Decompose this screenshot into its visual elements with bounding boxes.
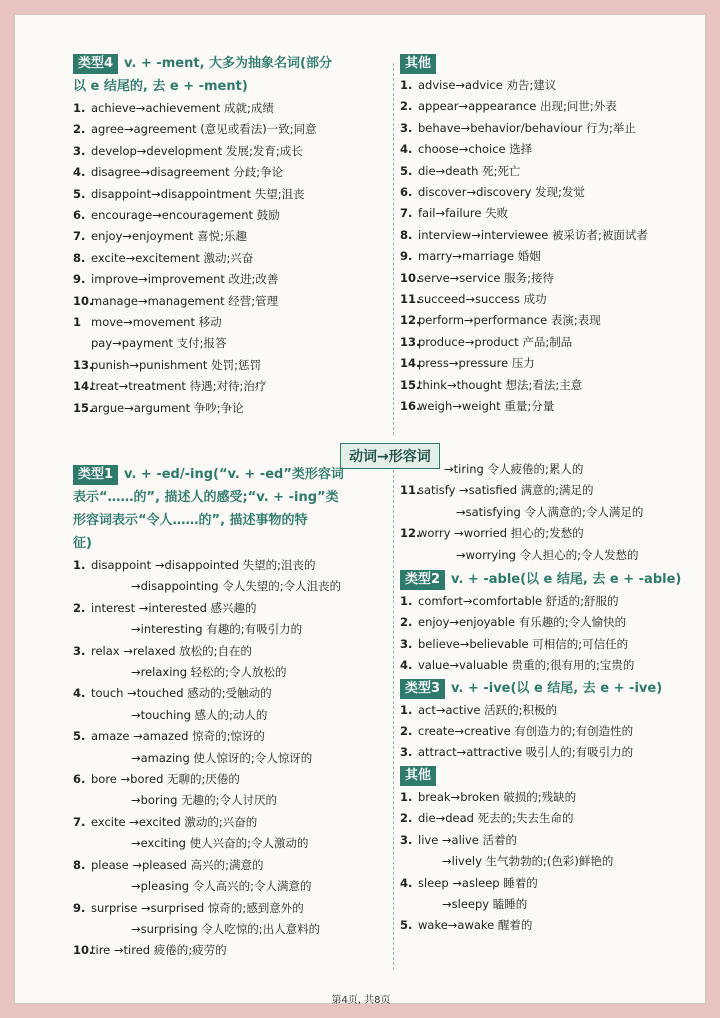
item-text: marry→marriage 婚姻 [418, 249, 541, 264]
tire-continuation: →tiring 令人疲倦的;累人的 [444, 462, 584, 476]
item-text: enjoy→enjoyable 有乐趣的;令人愉快的 [418, 615, 627, 630]
item-number: 6. [73, 772, 86, 787]
item-number: 1. [400, 702, 413, 717]
item-number: 5. [73, 729, 86, 744]
item-text: relax →relaxed 放松的;自在的 [91, 643, 253, 658]
list-item [73, 683, 391, 704]
item-text: weigh→weight 重量;分量 [418, 399, 555, 414]
item-text: amaze →amazed 惊奇的;惊讶的 [91, 729, 265, 744]
item-number: 4. [400, 142, 413, 157]
item-number: 1. [400, 789, 413, 804]
item-text: die→death 死;死亡 [418, 163, 521, 178]
type1-heading-line: 表示“……的”, 描述人的感受;“v. + -ing”类 [73, 490, 339, 505]
list-item [73, 598, 391, 619]
type4-list [73, 98, 391, 419]
item-number: 14. [73, 379, 94, 394]
item-text: manage→management 经营;管理 [91, 293, 279, 308]
item-number: 3. [400, 636, 413, 651]
item-text: sleep →asleep 睡着的 [418, 875, 538, 890]
item-text: comfort→comfortable 舒适的;舒服的 [418, 594, 619, 609]
item-continuation: →amazing 使人惊讶的;令人惊讶的 [131, 750, 313, 765]
list-item [73, 291, 391, 312]
item-continuation: →surprising 令人吃惊的;出人意料的 [131, 921, 321, 936]
item-text: appear→appearance 出现;问世;外表 [418, 99, 617, 114]
item-text: treat→treatment 待遇;对待;治疗 [91, 379, 267, 394]
item-continuation: →disappointing 令人失望的;令人沮丧的 [131, 579, 342, 594]
list-item [400, 523, 700, 544]
item-number: 3. [73, 643, 86, 658]
item-continuation: →lively 生气勃勃的;(色彩)鲜艳的 [442, 854, 614, 869]
type3-badge: 类型3 [400, 679, 445, 699]
item-continuation: →relaxing 轻松的;令人放松的 [131, 665, 287, 680]
item-text: disagree→disagreement 分歧;争论 [91, 165, 284, 180]
list-item [400, 721, 700, 742]
item-text: die→dead 死去的;失去生命的 [418, 811, 574, 826]
item-number: 2. [400, 99, 413, 114]
list-item [400, 96, 700, 117]
item-text: encourage→encouragement 鼓励 [91, 208, 280, 223]
item-number: 12. [400, 313, 421, 328]
item-number: 11. [400, 292, 421, 307]
list-item [400, 375, 700, 396]
list-item [73, 641, 391, 662]
item-text: act→active 活跃的;积极的 [418, 702, 557, 717]
item-number: 10. [400, 270, 421, 285]
other-adj-heading [400, 764, 700, 787]
item-text: interview→interviewee 被采访者;被面试者 [418, 227, 648, 242]
list-item [73, 355, 391, 376]
item-number: 3. [400, 120, 413, 135]
type4-heading-cont: 以 e 结尾的, 去 e + -ment) [73, 79, 248, 94]
item-text: interest →interested 感兴趣的 [91, 600, 257, 615]
type1-heading-line: 征) [73, 536, 92, 551]
type1-heading-line: 形容词表示“令人……的”, 描述事物的特 [73, 513, 308, 528]
list-item [400, 700, 700, 721]
item-number: 5. [400, 163, 413, 178]
item-number: 9. [73, 272, 86, 287]
item-number: 1 [73, 315, 82, 330]
section-type1-cont [400, 459, 700, 937]
list-item [73, 141, 391, 162]
item-text: bore →bored 无聊的;厌倦的 [91, 772, 240, 787]
other-adj-badge: 其他 [400, 766, 436, 786]
document-page [14, 14, 706, 1004]
other-nouns-list [400, 75, 700, 418]
list-item [400, 787, 700, 808]
item-text: surprise →surprised 惊奇的;感到意外的 [91, 900, 304, 915]
item-number: 8. [73, 250, 86, 265]
type1-list [73, 555, 391, 962]
list-item [400, 873, 700, 894]
item-number: 2. [400, 811, 413, 826]
item-text: choose→choice 选择 [418, 142, 533, 157]
type1-list-cont [400, 480, 700, 566]
item-number: 3. [400, 745, 413, 760]
list-item [400, 246, 700, 267]
section-divider-verb-to-adj: 动词→形容词 [340, 443, 440, 469]
item-number: 4. [73, 165, 86, 180]
type2-list [400, 591, 700, 677]
list-item [400, 161, 700, 182]
list-item [73, 205, 391, 226]
item-continuation: →interesting 有趣的;有吸引力的 [131, 622, 303, 637]
item-number: 2. [400, 615, 413, 630]
item-number: 15. [73, 400, 94, 415]
item-text: achieve→achievement 成就;成绩 [91, 101, 274, 115]
item-text: tire →tired 疲倦的;疲劳的 [91, 943, 227, 958]
item-number: 16. [400, 399, 421, 414]
list-item [73, 184, 391, 205]
type3-heading: 类型3 v. + -ive(以 e 结尾, 去 e + -ive) [400, 677, 700, 700]
item-text: live →alive 活着的 [418, 832, 518, 847]
item-text: pay→payment 支付;报答 [91, 336, 227, 351]
item-text: excite →excited 激动的;兴奋的 [91, 814, 258, 829]
column-divider-bottom [393, 470, 394, 970]
item-number: 2. [400, 724, 413, 739]
item-text: press→pressure 压力 [418, 356, 535, 371]
item-number: 10. [73, 943, 94, 958]
item-text: break→broken 破损的;残缺的 [418, 789, 577, 804]
item-text: behave→behavior/behaviour 行为;举止 [418, 120, 636, 135]
list-item [400, 268, 700, 289]
list-item [73, 855, 391, 876]
list-item [400, 225, 700, 246]
item-number: 7. [400, 206, 413, 221]
item-text: believe→believable 可相信的;可信任的 [418, 636, 629, 651]
item-number: 5. [400, 918, 413, 933]
list-item [400, 310, 700, 331]
item-number: 4. [400, 658, 413, 673]
item-number: 8. [400, 227, 413, 242]
item-number: 1. [400, 594, 413, 609]
item-text: improve→improvement 改进;改善 [91, 272, 279, 287]
item-text: produce→product 产品;制品 [418, 334, 573, 349]
item-continuation: →touching 感人的;动人的 [131, 707, 268, 722]
item-number: 6. [400, 185, 413, 200]
list-item [400, 655, 700, 676]
section-type1 [73, 463, 391, 962]
type2-badge: 类型2 [400, 570, 445, 590]
item-number: 13. [73, 357, 94, 372]
list-item [400, 203, 700, 224]
item-text: value→valuable 贵重的;很有用的;宝贵的 [418, 658, 635, 673]
item-text: fail→failure 失败 [418, 206, 509, 221]
list-item [73, 119, 391, 140]
list-item [400, 480, 700, 501]
list-item [400, 396, 700, 417]
other-badge: 其他 [400, 54, 436, 74]
item-number: 1. [73, 558, 86, 572]
item-number: 1. [73, 101, 86, 115]
type2-heading: 类型2 v. + -able(以 e 结尾, 去 e + -able) [400, 568, 700, 591]
item-text: agree→agreement (意见或看法)一致;同意 [91, 122, 317, 137]
item-text: perform→performance 表演;表现 [418, 313, 601, 328]
item-number: 9. [400, 249, 413, 264]
item-text: succeed→success 成功 [418, 292, 547, 307]
list-item [400, 75, 700, 96]
item-number: 2. [73, 600, 86, 615]
other-adj-list [400, 787, 700, 937]
list-item [73, 248, 391, 269]
list-item [400, 289, 700, 310]
item-number: 12. [400, 526, 421, 541]
list-item [400, 591, 700, 612]
type3-list [400, 700, 700, 764]
list-item [73, 226, 391, 247]
item-text: attract→attractive 吸引人的;有吸引力的 [418, 745, 634, 760]
item-continuation: →pleasing 令人高兴的;令人满意的 [131, 879, 312, 894]
type4-badge: 类型4 [73, 54, 118, 74]
list-item [73, 333, 391, 354]
list-item [73, 398, 391, 419]
list-item [73, 726, 391, 747]
item-text: wake→awake 醒着的 [418, 918, 533, 933]
list-item [73, 898, 391, 919]
item-continuation: →sleepy 瞌睡的 [442, 896, 528, 911]
list-item [400, 353, 700, 374]
item-continuation: →worrying 令人担心的;令人发愁的 [456, 547, 639, 562]
list-item [73, 312, 391, 333]
page-number: 第4页, 共8页 [331, 995, 391, 1006]
item-number: 13. [400, 334, 421, 349]
item-text: excite→excitement 激动;兴奋 [91, 250, 254, 265]
item-number: 5. [73, 186, 86, 201]
item-number: 4. [400, 875, 413, 890]
item-continuation: →satisfying 令人满意的;令人满足的 [456, 504, 644, 519]
item-text: punish→punishment 处罚;惩罚 [91, 357, 261, 372]
item-text: worry →worried 担心的;发愁的 [418, 526, 584, 541]
section-other-nouns [400, 52, 700, 418]
item-number: 8. [73, 857, 86, 872]
list-item [400, 612, 700, 633]
list-item [400, 915, 700, 936]
item-text: advise→advice 劝告;建议 [418, 78, 557, 92]
list-item [400, 118, 700, 139]
item-number: 10. [73, 293, 94, 308]
item-number: 15. [400, 377, 421, 392]
item-text: satisfy →satisfied 满意的;满足的 [418, 483, 594, 498]
list-item [400, 182, 700, 203]
item-text: develop→development 发展;发育;成长 [91, 143, 303, 158]
list-item [73, 769, 391, 790]
item-text: touch →touched 感动的;受触动的 [91, 686, 272, 701]
list-item [73, 940, 391, 961]
item-number: 3. [73, 143, 86, 158]
list-item [73, 812, 391, 833]
item-text: move→movement 移动 [91, 315, 222, 330]
list-item [73, 555, 391, 576]
item-text: create→creative 有创造力的;有创造性的 [418, 724, 634, 739]
list-item [73, 376, 391, 397]
list-item [400, 139, 700, 160]
item-text: serve→service 服务;接待 [418, 270, 555, 285]
item-number: 9. [73, 900, 86, 915]
section-type4 [73, 52, 391, 419]
other-nouns-heading [400, 52, 700, 75]
list-item [400, 332, 700, 353]
item-number: 6. [73, 208, 86, 223]
list-item [400, 634, 700, 655]
type4-heading: 类型4 v. + -ment, 大多为抽象名词(部分 [73, 52, 391, 75]
column-divider-top [393, 63, 394, 435]
list-item [73, 269, 391, 290]
item-text: argue→argument 争吵;争论 [91, 400, 244, 415]
item-number: 11. [400, 483, 421, 498]
item-number: 2. [73, 122, 86, 137]
item-number: 1. [400, 78, 413, 92]
item-text: discover→discovery 发现;发觉 [418, 185, 585, 200]
item-number: 7. [73, 814, 86, 829]
item-text: please →pleased 高兴的;满意的 [91, 857, 264, 872]
item-continuation: →boring 无趣的;令人讨厌的 [131, 793, 278, 808]
list-item [73, 98, 391, 119]
item-number: 4. [73, 686, 86, 701]
item-text: think→thought 想法;看法;主意 [418, 377, 583, 392]
item-text: disappoint→disappointment 失望;沮丧 [91, 186, 305, 201]
type1-heading: 类型1 v. + -ed/-ing(“v. + -ed”类形容词 [73, 463, 391, 486]
item-text: disappoint →disappointed 失望的;沮丧的 [91, 558, 316, 572]
item-continuation: →exciting 使人兴奋的;令人激动的 [131, 836, 309, 851]
item-number: 14. [400, 356, 421, 371]
list-item [400, 742, 700, 763]
item-number: 3. [400, 832, 413, 847]
list-item [73, 162, 391, 183]
type1-badge: 类型1 [73, 465, 118, 485]
item-text: enjoy→enjoyment 喜悦;乐趣 [91, 229, 248, 244]
list-item [400, 808, 700, 829]
list-item [400, 830, 700, 851]
item-number: 7. [73, 229, 86, 244]
